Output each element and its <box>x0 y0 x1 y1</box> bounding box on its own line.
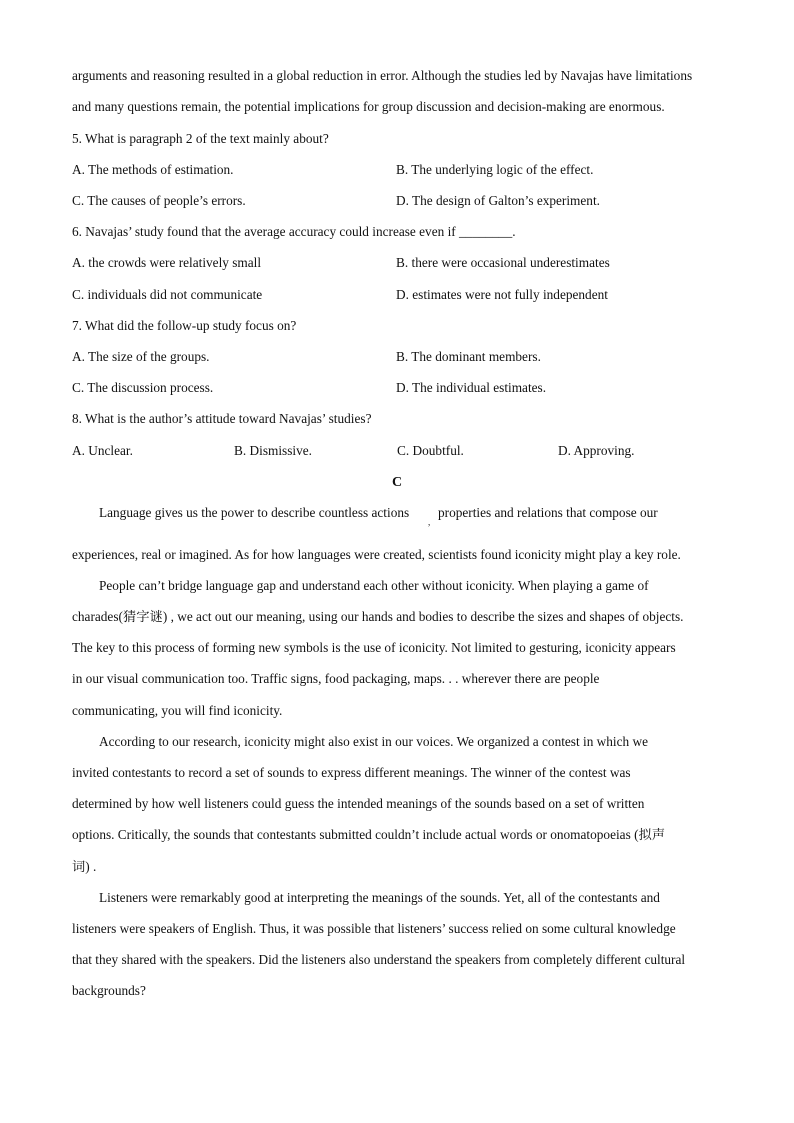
question-7-option-c: C. The discussion process. <box>72 380 214 395</box>
section-c-p1-line: properties and relations that compose our <box>438 505 658 520</box>
section-c-p4-line: backgrounds? <box>72 983 146 998</box>
question-6-option-a: A. the crowds were relatively small <box>72 255 262 270</box>
section-c-p3-line: options. Critically, the sounds that contestants submitted couldn’t include actual words or onomatopoeias (拟声 <box>72 827 666 842</box>
section-c-p2-line: The key to this process of forming new symbols is the use of iconicity. Not limited to gesturing, iconicity appears <box>72 640 676 655</box>
question-6-option-d: D. estimates were not fully independent <box>396 287 608 302</box>
question-7-option-a: A. The size of the groups. <box>72 349 210 364</box>
question-8-option-d: D. Approving. <box>558 443 635 458</box>
section-c-p4-line: Listeners were remarkably good at interpreting the meanings of the sounds. Yet, all of the contestants and <box>99 890 660 905</box>
question-7-stem: 7. What did the follow-up study focus on? <box>72 318 297 333</box>
question-6-option-c: C. individuals did not communicate <box>72 287 263 302</box>
question-8-option-a: A. Unclear. <box>72 443 133 458</box>
section-c-p2-line: in our visual communication too. Traffic signs, food packaging, maps. . . wherever there are people <box>72 671 600 686</box>
section-c-p4-line: listeners were speakers of English. Thus, it was possible that listeners’ success relied on some cultural knowledge <box>72 921 676 936</box>
section-c-p4-line: that they shared with the speakers. Did the listeners also understand the speakers from completely different cultural <box>72 952 686 967</box>
stray-comma: , <box>428 517 431 527</box>
question-5-stem: 5. What is paragraph 2 of the text mainly about? <box>72 131 329 146</box>
section-c-p3-line: According to our research, iconicity might also exist in our voices. We organized a contest in which we <box>99 734 648 749</box>
question-7-option-b: B. The dominant members. <box>396 349 541 364</box>
question-5-option-d: D. The design of Galton’s experiment. <box>396 193 600 208</box>
section-c-p3-line: determined by how well listeners could guess the intended meanings of the sounds based on a set of written <box>72 796 645 811</box>
section-c-p3-line: 词) . <box>72 859 97 874</box>
question-8-option-c: C. Doubtful. <box>397 443 464 458</box>
passage-b-line: arguments and reasoning resulted in a global reduction in error. Although the studies led by Navajas have limitations <box>72 68 693 83</box>
question-6-option-b: B. there were occasional underestimates <box>396 255 610 270</box>
section-c-title: C <box>391 475 403 490</box>
question-5-option-b: B. The underlying logic of the effect. <box>396 162 594 177</box>
question-5-option-a: A. The methods of estimation. <box>72 162 234 177</box>
section-c-p2-line: People can’t bridge language gap and understand each other without iconicity. When playing a game of <box>99 578 649 593</box>
question-8-option-b: B. Dismissive. <box>234 443 312 458</box>
question-7-option-d: D. The individual estimates. <box>396 380 547 395</box>
section-c-p3-line: invited contestants to record a set of sounds to express different meanings. The winner of the contest was <box>72 765 631 780</box>
section-c-p2-line: communicating, you will find iconicity. <box>72 703 283 718</box>
section-c-p1-line: experiences, real or imagined. As for how languages were created, scientists found iconicity might play a key role. <box>72 547 681 562</box>
question-6-stem: 6. Navajas’ study found that the average accuracy could increase even if ________. <box>72 224 516 239</box>
section-c-p1-line: Language gives us the power to describe countless actions <box>99 505 410 520</box>
question-8-stem: 8. What is the author’s attitude toward Navajas’ studies? <box>72 411 372 426</box>
passage-b-line: and many questions remain, the potential implications for group discussion and decision-making are enormous. <box>72 99 665 114</box>
question-5-option-c: C. The causes of people’s errors. <box>72 193 246 208</box>
section-c-p2-line: charades(猜字谜) , we act out our meaning, using our hands and bodies to describe the sizes and shapes of objects. <box>72 609 684 624</box>
